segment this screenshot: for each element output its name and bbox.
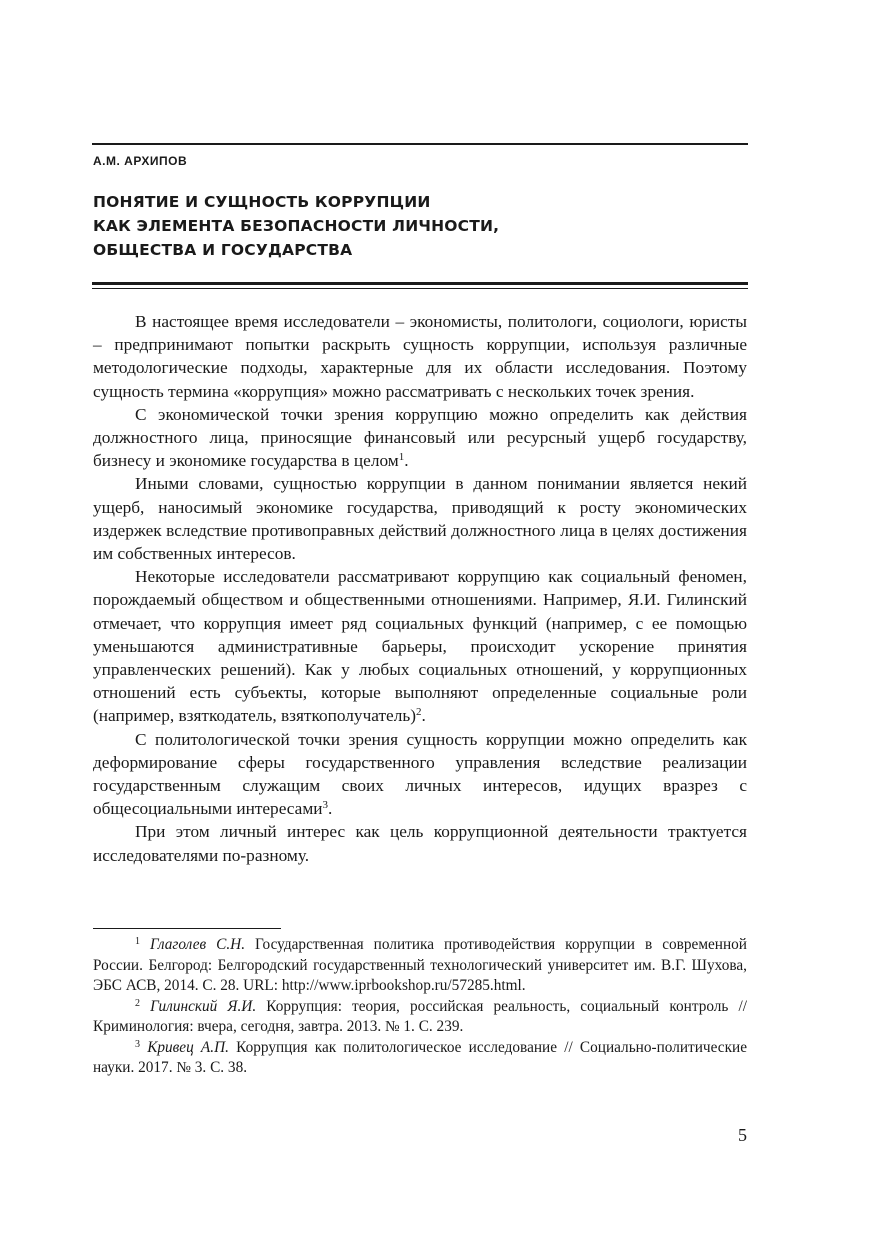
- footnote-number: 2: [135, 997, 140, 1009]
- footnote-author: Кривец А.П.: [147, 1038, 229, 1056]
- footnote-number: 3: [135, 1038, 140, 1050]
- footnote: [93, 935, 747, 997]
- body-paragraph: [93, 820, 747, 866]
- paragraph-end: .: [404, 451, 409, 471]
- body-paragraph: [93, 565, 747, 727]
- title-line: ОБЩЕСТВА И ГОСУДАРСТВА: [93, 241, 353, 259]
- footnote-separator: [93, 928, 281, 929]
- footnote-author: Гилинский Я.И.: [150, 997, 257, 1015]
- body-paragraph: [93, 728, 747, 821]
- footnotes: [93, 935, 747, 1079]
- paragraph-text: При этом личный интерес как цель коррупционной деятельности трактуется исследователями по-разному.: [93, 822, 747, 865]
- footnote-text: Коррупция: теория, российская реальность, социальный контроль // Криминология: вчера, сегодня, завтра. 2013. № 1. С. 239.: [93, 997, 748, 1035]
- body-paragraph: [93, 310, 747, 403]
- footnote-text: Коррупция как политологическое исследование // Социально-политические науки. 2017. № 3. С. 38.: [93, 1038, 747, 1076]
- footnote-text: Государственная политика противодействия коррупции в современной России. Белгород: Белгородский государственный технологический университет им. В.Г. Шухова, ЭБС АСВ, 2014. С. 28. URL: http://www.iprbookshop.ru/57285.html.: [93, 936, 747, 994]
- paragraph-text: В настоящее время исследователи – экономисты, политологи, социологи, юристы – предпринимают попытки раскрыть сущность коррупции, используя различные методологические подходы, характерные для их области исследования. Поэтому сущность термина «коррупция» можно рассматривать с нескольких точек зрения.: [93, 312, 747, 401]
- body-paragraph: [93, 403, 747, 473]
- article-author: А.М. АРХИПОВ: [93, 154, 188, 168]
- footnote-ref[interactable]: 2: [415, 706, 422, 719]
- footnote-ref[interactable]: 1: [398, 451, 405, 464]
- page-number: 5: [738, 1125, 747, 1145]
- footnote-number: 1: [135, 936, 140, 947]
- body-paragraph: [93, 472, 747, 565]
- paragraph-text: Иными словами, сущностью коррупции в данном понимании является некий ущерб, наносимый экономике государства, приводящий к росту экономических издержек вследствие противоправных действий должностного лица в целях достижения им собственных интересов.: [93, 474, 747, 564]
- title-line: ПОНЯТИЕ И СУЩНОСТЬ КОРРУПЦИИ: [93, 193, 431, 211]
- title-rule-thin: [92, 288, 748, 289]
- paragraph-text: Некоторые исследователи рассматривают коррупцию как социальный феномен, порождаемый обществом и общественными отношениями. Например, Я.И. Гилинский отмечает, что коррупция имеет ряд социальных функций (например, с ее помощью уменьшаются административные барьеры, происходит ускорение принятия управленческих решений). Как у любых социальных отношений, у коррупционных отношений есть субъекты, которые выполняют определенные социальные роли (например, взяткодатель, взяткополучатель): [93, 567, 747, 726]
- footnote-author: Глаголев С.Н.: [150, 936, 246, 953]
- footnote: [93, 1038, 747, 1079]
- paragraph-text: С политологической точки зрения сущность коррупции можно определить как деформирование сферы государственного управления вследствие реализации государственным служащим своих личных интересов, идущих вразрез с общесоциальными интересами: [93, 729, 747, 819]
- footnote-ref[interactable]: 3: [322, 799, 329, 812]
- footnote: [93, 997, 747, 1038]
- title-rule-thick: [92, 282, 748, 285]
- article-body: [93, 310, 747, 867]
- paragraph-end: .: [328, 799, 333, 819]
- paragraph-end: .: [421, 706, 426, 726]
- article-title: [93, 190, 743, 262]
- title-line: КАК ЭЛЕМЕНТА БЕЗОПАСНОСТИ ЛИЧНОСТИ,: [93, 217, 500, 235]
- header-rule: [92, 143, 748, 145]
- paragraph-text: С экономической точки зрения коррупцию можно определить как действия должностного лица, приносящие финансовый или ресурсный ущерб государству, бизнесу и экономике государства в целом: [93, 404, 747, 471]
